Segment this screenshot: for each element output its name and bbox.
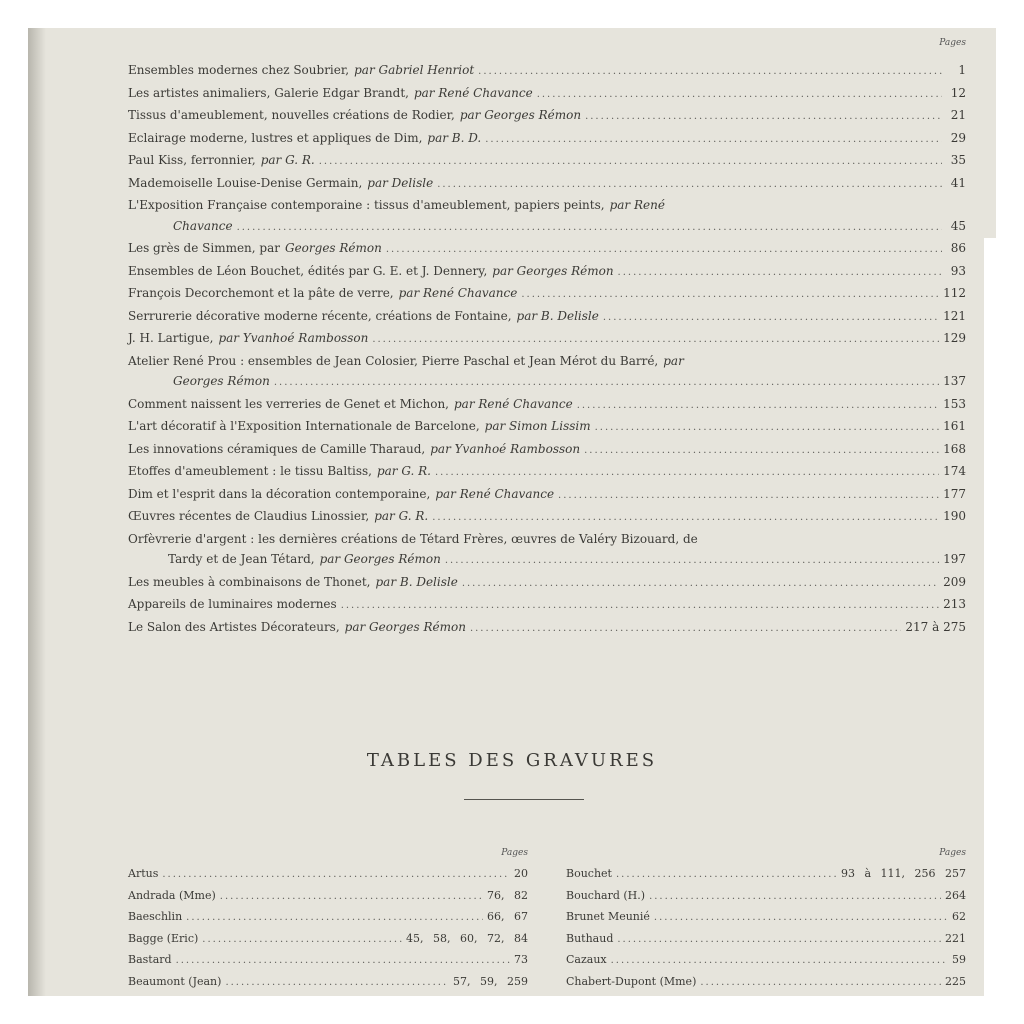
toc-entry-author: Chavance	[173, 218, 233, 233]
gravure-entry	[128, 864, 528, 886]
gravure-pages: 264	[945, 888, 966, 902]
gravures-heading: TABLES DES GRAVURES	[366, 750, 658, 771]
toc-entry-page: 190	[943, 509, 966, 523]
leader-dots	[437, 175, 942, 196]
toc-entry-title: Mademoiselle Louise-Denise Germain,	[128, 175, 363, 190]
toc-entry-author: par Yvanhoé Rambosson	[430, 441, 581, 456]
toc-entry-page: 168	[943, 441, 966, 456]
gravure-pages: 221	[945, 931, 966, 945]
toc-entry-author: par René Chavance	[413, 85, 533, 100]
leader-dots	[445, 551, 939, 572]
gravure-pages: 93 à 111, 256 257	[840, 867, 966, 880]
toc-entry	[128, 283, 966, 306]
toc-entry-author: par	[663, 353, 684, 368]
toc-entry-page: 153	[943, 396, 966, 411]
leader-dots	[435, 463, 939, 484]
leader-dots	[618, 263, 942, 284]
toc-entry	[128, 261, 966, 284]
leader-dots	[521, 285, 939, 306]
gravure-entry	[128, 972, 528, 994]
gravure-pages: 45, 58, 60, 72, 84	[406, 931, 528, 945]
toc-entry	[128, 461, 966, 484]
toc-entry-author: par Yvanhoé Rambosson	[218, 331, 369, 345]
toc-entry-title: Les artistes animaliers, Galerie Edgar Brandt,	[128, 85, 409, 100]
toc-pages-label: Pages	[939, 38, 966, 48]
toc-entry-title: Eclairage moderne, lustres et appliques de Dim,	[128, 130, 423, 145]
leader-dots	[386, 240, 942, 261]
toc-entry	[128, 306, 966, 329]
toc-entry-title: Paul Kiss, ferronnier,	[128, 153, 256, 167]
book-page	[28, 28, 996, 996]
leader-dots	[470, 619, 901, 640]
toc-entry-page: 1	[958, 63, 966, 77]
table-of-contents	[128, 60, 966, 639]
toc-entry-line	[128, 549, 966, 572]
toc-entry-author: par Georges Rémon	[344, 619, 466, 634]
leader-dots	[649, 887, 941, 908]
toc-entry-page: 161	[943, 419, 966, 433]
toc-entry-page: 217 à 275	[905, 619, 966, 634]
toc-entry-page: 129	[943, 331, 966, 345]
leader-dots	[202, 930, 402, 951]
gravures-column-left	[128, 848, 528, 993]
toc-entry-author: par Gabriel Henriot	[354, 63, 475, 77]
gravure-name: Chabert-Dupont (Mme)	[566, 974, 697, 988]
toc-entry-page: 174	[943, 464, 966, 478]
leader-dots	[585, 107, 942, 128]
leader-dots	[595, 418, 939, 439]
toc-entry-line	[128, 351, 966, 372]
gravure-entry	[128, 950, 528, 972]
toc-entry-page: 213	[943, 597, 966, 611]
toc-entry-page: 121	[943, 308, 966, 323]
toc-entry-page: 93	[950, 263, 966, 278]
toc-entry-title: Ensembles de Léon Bouchet, édités par G. E. et J. Dennery,	[128, 263, 488, 278]
toc-entry-author: par Simon Lissim	[484, 419, 591, 433]
gravure-name: Bouchet	[566, 867, 612, 880]
heading-rule	[464, 799, 584, 800]
gravure-name: Bagge (Eric)	[128, 931, 199, 945]
toc-entry-page: 21	[950, 108, 966, 122]
toc-entry	[128, 83, 966, 106]
toc-entry-title: Serrurerie décorative moderne récente, créations de Fontaine,	[128, 308, 512, 323]
toc-entry	[128, 484, 966, 507]
leader-dots	[700, 973, 941, 994]
leader-dots	[611, 951, 948, 972]
gravure-pages: 57, 59, 259	[453, 974, 528, 988]
toc-entry	[128, 394, 966, 417]
gravure-pages: 20	[514, 867, 528, 880]
toc-entry-page: 41	[950, 175, 966, 190]
toc-entry-author: par B. Delisle	[375, 574, 458, 589]
toc-entry-page: 112	[943, 286, 966, 300]
toc-entry	[128, 416, 966, 439]
toc-entry-author: par René	[609, 198, 665, 212]
gravure-pages: 73	[514, 953, 528, 966]
gravure-entry	[566, 864, 966, 886]
toc-entry-page: 45	[950, 218, 966, 233]
page-edge	[984, 238, 996, 996]
toc-entry-author: par René Chavance	[453, 396, 573, 411]
gravure-entry	[128, 886, 528, 908]
leader-dots	[220, 887, 483, 908]
toc-entry-title: Orfèvrerie d'argent : les dernières créations de Tétard Frères, œuvres de Valéry Bizouard, de	[128, 531, 698, 546]
leader-dots	[654, 908, 948, 929]
toc-entry-author: par Delisle	[367, 175, 434, 190]
toc-entry-title: Les meubles à combinaisons de Thonet,	[128, 574, 371, 589]
gravure-name: Buthaud	[566, 931, 614, 945]
gravure-entry	[566, 886, 966, 908]
leader-dots	[616, 865, 837, 886]
leader-dots	[274, 373, 939, 394]
toc-entry-line	[128, 371, 966, 394]
toc-entry-title: Comment naissent les verreries de Genet et Michon,	[128, 396, 449, 411]
toc-entry-title: L'art décoratif à l'Exposition Internationale de Barcelone,	[128, 419, 480, 433]
leader-dots	[237, 218, 942, 239]
gravure-entry	[128, 907, 528, 929]
leader-dots	[485, 130, 942, 151]
gravure-entry	[566, 972, 966, 994]
leader-dots	[603, 308, 939, 329]
toc-entry	[128, 105, 966, 128]
toc-entry-title: J. H. Lartigue,	[128, 331, 214, 345]
toc-entry	[128, 351, 966, 394]
leader-dots	[372, 330, 939, 351]
gravure-name: Beaumont (Jean)	[128, 974, 222, 988]
leader-dots	[577, 396, 939, 417]
gravure-pages: 62	[952, 910, 966, 923]
leader-dots	[319, 152, 942, 173]
toc-entry-page: 137	[943, 374, 966, 388]
gravure-pages: 59	[952, 953, 966, 966]
toc-entry	[128, 572, 966, 595]
toc-entry	[128, 439, 966, 462]
toc-entry-title: Les grès de Simmen, par	[128, 241, 280, 255]
gravure-pages: 76, 82	[487, 888, 528, 902]
gravure-name: Baeschlin	[128, 910, 183, 923]
toc-entry-author: par René Chavance	[398, 286, 518, 300]
toc-entry	[128, 128, 966, 151]
gravure-name: Andrada (Mme)	[128, 888, 216, 902]
toc-entry-author: Georges Rémon	[284, 241, 382, 255]
toc-entry-author: par G. R.	[376, 464, 431, 478]
toc-entry-title: Œuvres récentes de Claudius Linossier,	[128, 509, 370, 523]
gravures-left-pages-label: Pages	[501, 848, 528, 858]
gravures-column-right	[566, 848, 966, 993]
leader-dots	[186, 908, 483, 929]
toc-entry-page: 86	[950, 241, 966, 255]
toc-entry-title: Les innovations céramiques de Camille Tharaud,	[128, 441, 426, 456]
leader-dots	[432, 508, 939, 529]
book-spine	[28, 28, 46, 996]
toc-entry-page: 197	[943, 552, 966, 566]
gravure-entry	[566, 929, 966, 951]
toc-entry	[128, 150, 966, 173]
toc-entry-title: Etoffes d'ameublement : le tissu Baltiss,	[128, 464, 372, 478]
toc-entry-author: par G. R.	[260, 153, 315, 167]
gravure-entry	[566, 907, 966, 929]
leader-dots	[341, 596, 939, 617]
toc-entry	[128, 506, 966, 529]
toc-entry	[128, 328, 966, 351]
toc-entry-title: Tardy et de Jean Tétard,	[168, 552, 315, 566]
leader-dots	[478, 62, 942, 83]
toc-entry-title: L'Exposition Française contemporaine : tissus d'ameublement, papiers peints,	[128, 198, 605, 212]
toc-entry	[128, 173, 966, 196]
toc-entry-author: par G. R.	[374, 509, 429, 523]
toc-entry-author: Georges Rémon	[173, 374, 270, 388]
gravure-entry	[128, 929, 528, 951]
gravure-pages: 66, 67	[487, 910, 528, 923]
toc-entry-page: 177	[943, 486, 966, 501]
toc-entry	[128, 60, 966, 83]
leader-dots	[537, 85, 942, 106]
leader-dots	[558, 486, 939, 507]
gravure-name: Artus	[128, 867, 159, 880]
toc-entry	[128, 529, 966, 572]
toc-entry-author: par B. D.	[427, 130, 482, 145]
leader-dots	[225, 973, 449, 994]
toc-entry-title: Appareils de luminaires modernes	[128, 597, 337, 611]
toc-entry-author: par Georges Rémon	[459, 108, 582, 122]
leader-dots	[176, 951, 510, 972]
gravures-right-pages-label: Pages	[939, 848, 966, 858]
toc-entry-page: 35	[950, 153, 966, 167]
toc-entry-line	[128, 216, 966, 239]
toc-entry	[128, 238, 966, 261]
leader-dots	[462, 574, 939, 595]
gravure-pages: 225	[945, 974, 966, 988]
toc-entry-author: par B. Delisle	[516, 308, 599, 323]
toc-entry-author: par René Chavance	[435, 486, 555, 501]
toc-entry-page: 29	[950, 130, 966, 145]
toc-entry-title: Tissus d'ameublement, nouvelles créations de Rodier,	[128, 108, 455, 122]
toc-entry-title: Atelier René Prou : ensembles de Jean Colosier, Pierre Paschal et Jean Mérot du Barré,	[128, 353, 659, 368]
leader-dots	[162, 865, 510, 886]
gravure-name: Cazaux	[566, 953, 607, 966]
toc-entry	[128, 617, 966, 640]
gravure-name: Bastard	[128, 953, 172, 966]
gravure-name: Brunet Meunié	[566, 910, 650, 923]
toc-entry-line	[128, 195, 966, 216]
toc-entry-title: Dim et l'esprit dans la décoration contemporaine,	[128, 486, 431, 501]
toc-entry-author: par Georges Rémon	[492, 263, 614, 278]
leader-dots	[584, 441, 939, 462]
toc-entry-page: 209	[943, 574, 966, 589]
gravure-name: Bouchard (H.)	[566, 888, 646, 902]
toc-entry-title: Le Salon des Artistes Décorateurs,	[128, 619, 340, 634]
gravure-entry	[566, 950, 966, 972]
toc-entry	[128, 594, 966, 617]
toc-entry	[128, 195, 966, 238]
toc-entry-line	[128, 529, 966, 550]
toc-entry-author: par Georges Rémon	[319, 552, 441, 566]
toc-entry-page: 12	[950, 85, 966, 100]
toc-entry-title: François Decorchemont et la pâte de verre,	[128, 286, 394, 300]
leader-dots	[617, 930, 941, 951]
toc-entry-title: Ensembles modernes chez Soubrier,	[128, 63, 350, 77]
